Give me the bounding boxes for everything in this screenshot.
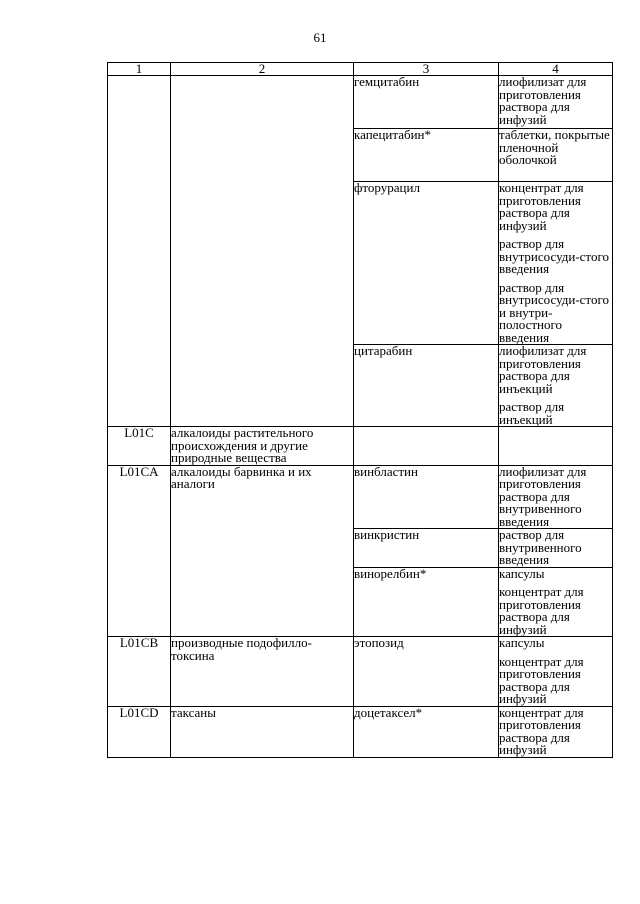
dosage-form: лиофилизат для приготовления раствора для инфузий <box>499 74 587 127</box>
inn-cell: цитарабин <box>354 345 499 427</box>
table-row <box>108 76 613 129</box>
dosage-form: концентрат для приготовления раствора для инфузий <box>499 584 584 637</box>
table-row <box>108 427 613 466</box>
atc-description: алкалоиды барвинка и их аналоги <box>171 465 354 637</box>
dosage-form: раствор для внутривенного введения <box>499 527 582 567</box>
form-cell <box>499 345 613 427</box>
form-cell-empty <box>499 427 613 466</box>
form-cell <box>499 465 613 529</box>
dosage-form: концентрат для приготовления раствора для инфузий <box>499 653 584 706</box>
form-cell <box>499 76 613 129</box>
dosage-form: таблетки, покрытые пленочной оболочкой <box>499 127 610 167</box>
atc-code: L01C <box>108 427 171 466</box>
table-row <box>108 465 613 529</box>
inn-cell: капецитабин* <box>354 129 499 182</box>
page-number: 61 <box>313 30 327 45</box>
atc-code: L01CA <box>108 465 171 637</box>
form-cell <box>499 637 613 707</box>
atc-description: таксаны <box>171 706 354 757</box>
header-col-2: 2 <box>171 63 354 76</box>
header-col-3: 3 <box>354 63 499 76</box>
inn-cell: винбластин <box>354 465 499 529</box>
inn-cell: фторурацил <box>354 182 499 345</box>
dosage-form: капсулы <box>499 635 545 650</box>
dosage-form: концентрат для приготовления раствора для инфузий <box>499 180 584 233</box>
atc-description: алкалоиды растительного происхождения и другие природные вещества <box>171 427 354 466</box>
inn-cell-empty <box>354 427 499 466</box>
form-cell <box>499 567 613 637</box>
inn-cell: этопозид <box>354 637 499 707</box>
header-col-4: 4 <box>499 63 613 76</box>
atc-description: производные подофилло-токсина <box>171 637 354 707</box>
dosage-form: концентрат для приготовления раствора для инфузий <box>499 704 584 757</box>
form-cell <box>499 182 613 345</box>
table-row <box>108 637 613 707</box>
inn-cell: гемцитабин <box>354 76 499 129</box>
form-cell <box>499 129 613 182</box>
dosage-form: раствор для инъекций <box>499 399 565 427</box>
atc-code: L01CB <box>108 637 171 707</box>
dosage-form: раствор для внутрисосуди-стого и внутри-полостного введения <box>499 279 609 345</box>
inn-cell: винорелбин* <box>354 567 499 637</box>
code-cell-empty <box>108 76 171 427</box>
form-cell <box>499 529 613 568</box>
desc-cell-empty <box>171 76 354 427</box>
drug-table <box>107 62 613 758</box>
dosage-form: лиофилизат для приготовления раствора для инъекций <box>499 343 587 396</box>
inn-cell: доцетаксел* <box>354 706 499 757</box>
table-row <box>108 706 613 757</box>
dosage-form: лиофилизат для приготовления раствора для внутривенного введения <box>499 463 587 529</box>
dosage-form: капсулы <box>499 565 545 581</box>
inn-cell: винкристин <box>354 529 499 568</box>
dosage-form: раствор для внутрисосуди-стого введения <box>499 236 609 276</box>
form-cell <box>499 706 613 757</box>
atc-code: L01CD <box>108 706 171 757</box>
header-col-1: 1 <box>108 63 171 76</box>
